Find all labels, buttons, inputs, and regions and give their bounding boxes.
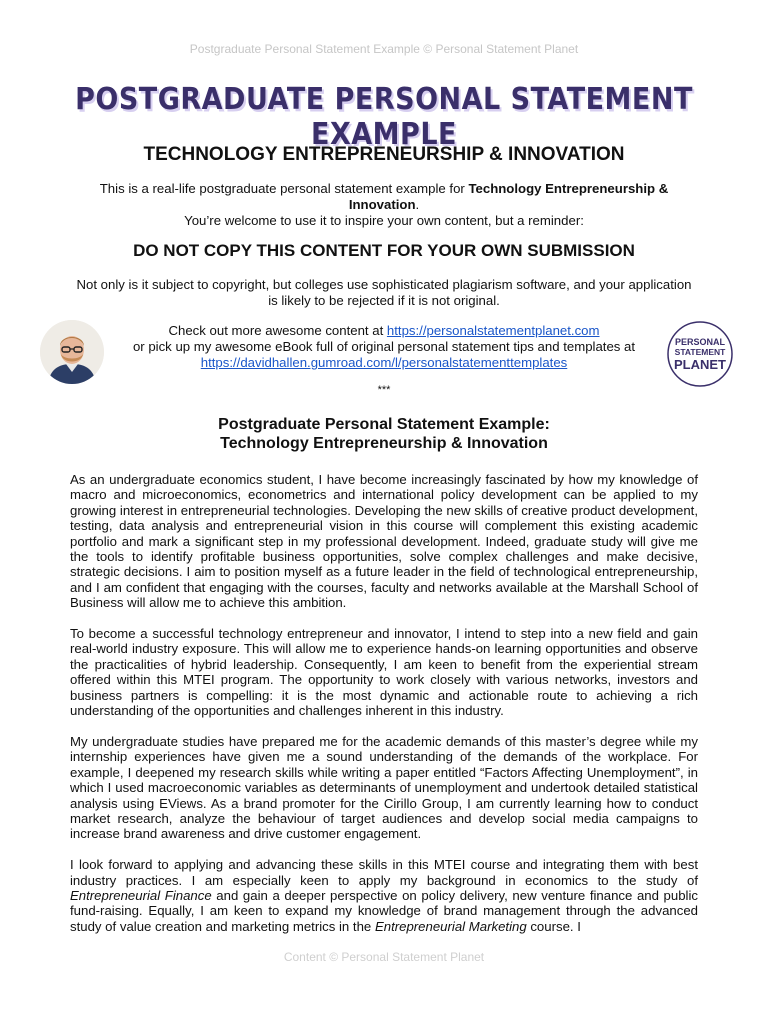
paragraph-4-course1: Entrepreneurial Finance bbox=[70, 887, 212, 903]
author-photo-icon bbox=[40, 320, 104, 384]
paragraph-2: To become a successful technology entrepreneur and innovator, I intend to step into a new field and gain real-world industry exposure. This will allow me to experience hands-on learning opportunities and observe the practicalities of hybrid leadership. Consequently, I am keen to benefit from the experiential stream offered within this MTEI program. The opportunity to work closely with various networks, investors and business partners is compelling: it is the most dynamic and actionable route to achieving a rich understanding of the opportunities and challenges inherent in this industry. bbox=[70, 626, 698, 719]
logo-line2: STATEMENT bbox=[674, 347, 726, 357]
section-separator: *** bbox=[377, 384, 391, 396]
essay-body bbox=[70, 472, 698, 950]
paragraph-4-part3: course. I bbox=[526, 918, 581, 934]
author-avatar bbox=[40, 320, 104, 384]
footer-watermark: Content © Personal Statement Planet bbox=[283, 950, 485, 964]
intro-text bbox=[70, 181, 698, 229]
promo-line2: or pick up my awesome eBook full of original personal statement tips and templates at bbox=[132, 339, 636, 354]
paragraph-4 bbox=[70, 857, 698, 934]
paragraph-3: My undergraduate studies have prepared me for the academic demands of this master’s degree while my internship experiences have given me a sound understanding of the demands of the workplace. For example, I deepened my research skills while writing a paper entitled “Factors Affecting Unemployment”, in which I used macroeconomic variables as determinants of unemployment and undertook detailed statistical analysis using EViews. As a brand promoter for the Cirillo Group, I am currently learning how to conduct market research, analyze the behaviour of target audiences and develop social media campaigns to increase brand awareness and drive customer engagement. bbox=[70, 733, 698, 842]
essay-title-line2: Technology Entrepreneurship & Innovation bbox=[220, 435, 548, 452]
logo-line3: PLANET bbox=[674, 357, 726, 372]
essay-title-line1: Postgraduate Personal Statement Example: bbox=[218, 416, 550, 433]
warning-heading: DO NOT COPY THIS CONTENT FOR YOUR OWN SUBMISSION bbox=[133, 241, 635, 260]
personal-statement-planet-logo bbox=[666, 320, 734, 388]
ebook-link[interactable]: https://davidhallen.gumroad.com/l/personalstatementtemplates bbox=[200, 355, 568, 370]
promo-text bbox=[110, 323, 658, 371]
page-banner-title: POSTGRADUATE PERSONAL STATEMENT EXAMPLE bbox=[75, 82, 693, 152]
paragraph-1: As an undergraduate economics student, I have become increasingly fascinated by how my knowledge of macro and microeconomics, econometrics and international policy development can be applied to my growing interest in entrepreneurial technologies. Developing the new skills of creative product development, testing, data analysis and entrepreneurial vision in this course will complement this existing academic portfolio and mark a significant step in my professional development. Indeed, graduate study will give me the tools to identify profitable business opportunities, solve complex challenges and make decisive, strategic decisions. I aim to position myself as a future leader in the field of technological entrepreneurship, and I am confident that engaging with the courses, faculty and networks available at the Marshall School of Business will allow me to achieve this ambition. bbox=[70, 472, 698, 611]
paragraph-4-course2: Entrepreneurial Marketing bbox=[374, 918, 527, 934]
intro-line2: You’re welcome to use it to inspire your own content, but a reminder: bbox=[184, 213, 584, 228]
website-link[interactable]: https://personalstatementplanet.com bbox=[386, 323, 600, 338]
copyright-notice: Not only is it subject to copyright, but colleges use sophisticated plagiarism software, and your application is likely to be rejected if it is not original. bbox=[76, 277, 692, 308]
intro-line1-prefix: This is a real-life postgraduate personal statement example for bbox=[99, 181, 469, 196]
header-watermark: Postgraduate Personal Statement Example © Personal Statement Planet bbox=[189, 42, 579, 56]
paragraph-4-part1: I look forward to applying and advancing these skills in this MTEI course and integrating them with best industry practices. I am especially keen to apply my background in economics to the study of bbox=[70, 857, 698, 888]
logo-line1: PERSONAL bbox=[674, 337, 726, 347]
paragraph-4-part2: and gain a deeper perspective on policy delivery, new venture finance and public fund-raising. Equally, I am keen to expand my knowledge of brand management through the advanced study of value creation and marketing metrics in the bbox=[70, 887, 699, 934]
promo-line1-prefix: Check out more awesome content at bbox=[168, 323, 387, 338]
intro-course-name: Technology Entrepreneurship & Innovation bbox=[348, 181, 669, 212]
intro-line1-suffix: . bbox=[415, 197, 420, 212]
essay-title bbox=[0, 415, 768, 453]
subject-heading: TECHNOLOGY ENTREPRENEURSHIP & INNOVATION bbox=[143, 144, 625, 165]
